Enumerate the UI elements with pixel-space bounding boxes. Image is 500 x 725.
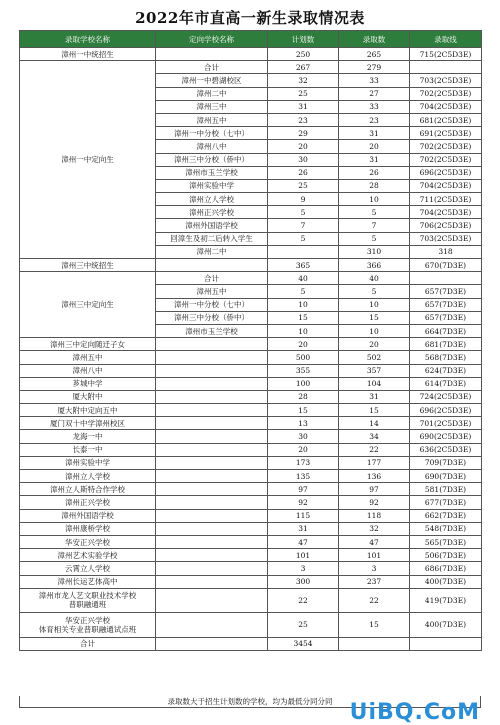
- table-header-row: [20, 31, 482, 48]
- table-row: [20, 470, 482, 483]
- table-row: [20, 338, 482, 351]
- cell-plan: 100: [268, 377, 339, 390]
- cell-admitted: 104: [339, 377, 410, 390]
- cell-plan: 3454: [268, 637, 339, 650]
- cell-admitted: 34: [339, 430, 410, 443]
- cell-admitted: 31: [339, 127, 410, 140]
- cell-plan: 31: [268, 100, 339, 113]
- cell-directed-school: 漳州八中: [156, 140, 268, 153]
- cell-plan: 32: [268, 74, 339, 87]
- cell-plan: 30: [268, 153, 339, 166]
- cell-cutoff: 677(7D3E): [410, 496, 482, 509]
- cell-plan: 26: [268, 166, 339, 179]
- cell-directed-school: 漳州外国语学校: [156, 219, 268, 232]
- cell-admitted: 40: [339, 272, 410, 285]
- cell-school: 漳州一中定向生: [20, 61, 156, 259]
- cell-cutoff: 681(7D3E): [410, 338, 482, 351]
- cell-cutoff: 400(7D3E): [410, 575, 482, 588]
- cell-school: 厦大附中定向五中: [20, 404, 156, 417]
- cell-school: 漳州康桥学校: [20, 522, 156, 535]
- cell-plan: 115: [268, 509, 339, 522]
- cell-cutoff: 715(2C5D3E): [410, 48, 482, 61]
- cell-plan: 22: [268, 588, 339, 613]
- cell-plan: 365: [268, 259, 339, 272]
- cell-cutoff: 711(2C5D3E): [410, 193, 482, 206]
- cell-admitted: 20: [339, 338, 410, 351]
- cell-admitted: 31: [339, 153, 410, 166]
- cell-cutoff: 624(7D3E): [410, 364, 482, 377]
- cell-admitted: 23: [339, 113, 410, 126]
- cell-plan: 29: [268, 127, 339, 140]
- cell-admitted: 3: [339, 562, 410, 575]
- cell-cutoff: 662(7D3E): [410, 509, 482, 522]
- cell-admitted: 5: [339, 285, 410, 298]
- cell-directed-school: [156, 390, 268, 403]
- cell-directed-school: [156, 456, 268, 469]
- cell-school: 长泰一中: [20, 443, 156, 456]
- footnote: 录取数大于招生计划数的学校，均为最低分同分同: [19, 696, 481, 708]
- cell-admitted: 177: [339, 456, 410, 469]
- table-row: [20, 443, 482, 456]
- cell-plan: 20: [268, 338, 339, 351]
- table-row: [20, 430, 482, 443]
- table-row: [20, 535, 482, 548]
- table-row: [20, 509, 482, 522]
- cell-plan: 13: [268, 417, 339, 430]
- table-row: [20, 522, 482, 535]
- header-directed-school: 定向学校名称: [156, 31, 268, 48]
- cell-plan: 31: [268, 522, 339, 535]
- cell-directed-school: [268, 245, 339, 258]
- cell-directed-school: 漳州一中分校（七中）: [156, 298, 268, 311]
- table-body: [20, 48, 482, 651]
- cell-admitted: 14: [339, 417, 410, 430]
- cell-admitted: 15: [339, 404, 410, 417]
- cell-cutoff: [410, 272, 482, 285]
- cell-admitted: 318: [410, 245, 482, 258]
- cell-admitted: 357: [339, 364, 410, 377]
- cell-plan: 25: [268, 179, 339, 192]
- cell-admitted: 26: [339, 166, 410, 179]
- cell-directed-school: 回漳生及初二后转入学生: [156, 232, 268, 245]
- cell-admitted: 33: [339, 100, 410, 113]
- cell-admitted: 366: [339, 259, 410, 272]
- cell-directed-school: [156, 575, 268, 588]
- cell-directed-school: 漳州三中分校（侨中）: [156, 311, 268, 324]
- cell-admitted: 92: [339, 496, 410, 509]
- cell-plan: 30: [268, 430, 339, 443]
- cell-cutoff: 701(2C5D3E): [410, 417, 482, 430]
- table-row: [20, 404, 482, 417]
- cell-admitted: 237: [339, 575, 410, 588]
- cell-admitted: 118: [339, 509, 410, 522]
- cell-directed-school: [156, 48, 268, 61]
- cell-cutoff: 709(7D3E): [410, 456, 482, 469]
- cell-plan: 28: [268, 390, 339, 403]
- cell-admitted: 31: [339, 390, 410, 403]
- cell-plan: 250: [268, 48, 339, 61]
- cell-directed-school: 漳州立人学校: [156, 193, 268, 206]
- cell-cutoff: 664(7D3E): [410, 324, 482, 337]
- cell-directed-school: 合计: [156, 272, 268, 285]
- cell-cutoff: 704(2C5D3E): [410, 100, 482, 113]
- watermark-logo: UiBQ.CoM: [349, 700, 480, 725]
- cell-admitted: 5: [339, 232, 410, 245]
- cell-cutoff: 724(2C5D3E): [410, 390, 482, 403]
- page-title: 2022年市直高一新生录取情况表: [135, 9, 365, 27]
- cell-directed-school: [156, 496, 268, 509]
- cell-cutoff: 706(2C5D3E): [410, 219, 482, 232]
- cell-plan: 5: [268, 285, 339, 298]
- cell-cutoff: 568(7D3E): [410, 351, 482, 364]
- cell-cutoff: 686(7D3E): [410, 562, 482, 575]
- cell-cutoff: 565(7D3E): [410, 535, 482, 548]
- cell-cutoff: 636(2C5D3E): [410, 443, 482, 456]
- cell-school: 漳州正兴学校: [20, 496, 156, 509]
- cell-admitted: 32: [339, 522, 410, 535]
- cell-directed-school: [156, 259, 268, 272]
- cell-school: 芗城中学: [20, 377, 156, 390]
- cell-plan: 3: [268, 562, 339, 575]
- cell-directed-school: [156, 549, 268, 562]
- cell-directed-school: [156, 417, 268, 430]
- cell-admitted: 15: [339, 311, 410, 324]
- cell-directed-school: 漳州五中: [156, 113, 268, 126]
- cell-plan: 355: [268, 364, 339, 377]
- cell-plan: 15: [268, 311, 339, 324]
- cell-plan: 40: [268, 272, 339, 285]
- cell-plan: 97: [268, 483, 339, 496]
- cell-plan: 92: [268, 496, 339, 509]
- table-row: [20, 390, 482, 403]
- cell-directed-school: [156, 338, 268, 351]
- cell-cutoff: 670(7D3E): [410, 259, 482, 272]
- cell-school: 漳州实验中学: [20, 456, 156, 469]
- cell-directed-school: 漳州二中: [156, 87, 268, 100]
- cell-cutoff: 703(2C5D3E): [410, 232, 482, 245]
- cell-school: 厦门双十中学漳州校区: [20, 417, 156, 430]
- cell-plan: 267: [268, 61, 339, 74]
- cell-cutoff: [410, 61, 482, 74]
- cell-cutoff: 702(2C5D3E): [410, 153, 482, 166]
- table-row: [20, 575, 482, 588]
- cell-cutoff: 696(2C5D3E): [410, 166, 482, 179]
- table-row: [20, 613, 482, 638]
- cell-admitted: 10: [339, 298, 410, 311]
- cell-directed-school: 漳州市玉兰学校: [156, 166, 268, 179]
- table-row: [20, 259, 482, 272]
- cell-cutoff: 614(7D3E): [410, 377, 482, 390]
- table-row: [20, 351, 482, 364]
- cell-cutoff: 419(7D3E): [410, 588, 482, 613]
- table-row: [20, 496, 482, 509]
- cell-directed-school: [156, 522, 268, 535]
- cell-plan: 310: [339, 245, 410, 258]
- cell-admitted: 33: [339, 74, 410, 87]
- cell-school: 漳州三中统招生: [20, 259, 156, 272]
- cell-directed-school: 漳州三中: [156, 100, 268, 113]
- cell-admitted: 10: [339, 324, 410, 337]
- table-row: [20, 588, 482, 613]
- cell-plan: 5: [268, 232, 339, 245]
- cell-admitted: 136: [339, 470, 410, 483]
- cell-plan: 173: [268, 456, 339, 469]
- cell-plan: 20: [268, 443, 339, 456]
- table-row: [20, 48, 482, 61]
- cell-cutoff: 703(2C5D3E): [410, 74, 482, 87]
- cell-cutoff: 702(2C5D3E): [410, 87, 482, 100]
- cell-school: 漳州一中统招生: [20, 48, 156, 61]
- cell-cutoff: 657(7D3E): [410, 311, 482, 324]
- cell-cutoff: 400(7D3E): [410, 613, 482, 638]
- cell-directed-school: [156, 430, 268, 443]
- cell-school: 漳州市龙人艺文职业技术学校 普职融通班: [20, 588, 156, 613]
- cell-directed-school: [156, 588, 268, 613]
- cell-cutoff: 704(2C5D3E): [410, 179, 482, 192]
- cell-school: 漳州立人斯特合作学校: [20, 483, 156, 496]
- cell-cutoff: 548(7D3E): [410, 522, 482, 535]
- cell-plan: 10: [268, 298, 339, 311]
- cell-admitted: 5: [339, 206, 410, 219]
- header-admitted: 录取数: [339, 31, 410, 48]
- cell-cutoff: 690(7D3E): [410, 470, 482, 483]
- cell-school: 华安正兴学校 体育相关专业普职融通试点班: [20, 613, 156, 638]
- cell-plan: 500: [268, 351, 339, 364]
- cell-directed-school: [156, 613, 268, 638]
- cell-plan: 101: [268, 549, 339, 562]
- cell-directed-school: 漳州市玉兰学校: [156, 324, 268, 337]
- cell-school: 华安正兴学校: [20, 535, 156, 548]
- admission-table: [19, 30, 482, 651]
- cell-cutoff: 704(2C5D3E): [410, 206, 482, 219]
- cell-admitted: 27: [339, 87, 410, 100]
- cell-plan: 25: [268, 613, 339, 638]
- cell-plan: 23: [268, 113, 339, 126]
- cell-school: 漳州八中: [20, 364, 156, 377]
- cell-directed-school: [156, 377, 268, 390]
- cell-admitted: 20: [339, 140, 410, 153]
- cell-directed-school: [156, 443, 268, 456]
- cell-admitted: [339, 637, 410, 650]
- cell-plan: 15: [268, 404, 339, 417]
- cell-plan: 20: [268, 140, 339, 153]
- cell-school: 厦大附中: [20, 390, 156, 403]
- cell-plan: 25: [268, 87, 339, 100]
- cell-directed-school: [156, 483, 268, 496]
- cell-directed-school: 漳州正兴学校: [156, 206, 268, 219]
- cell-school: 漳州三中定向生: [20, 272, 156, 338]
- cell-cutoff: 657(7D3E): [410, 285, 482, 298]
- cell-school: 漳州艺术实验学校: [20, 549, 156, 562]
- cell-directed-school: 漳州一中碧湖校区: [156, 74, 268, 87]
- cell-admitted: 28: [339, 179, 410, 192]
- cell-directed-school: [156, 535, 268, 548]
- cell-school: 合计: [20, 637, 156, 650]
- header-school: 录取学校名称: [20, 31, 156, 48]
- cell-plan: 47: [268, 535, 339, 548]
- cell-plan: 10: [268, 324, 339, 337]
- table-row: [20, 377, 482, 390]
- table-row: [20, 456, 482, 469]
- cell-admitted: 22: [339, 443, 410, 456]
- cell-cutoff: [410, 637, 482, 650]
- cell-cutoff: 691(2C5D3E): [410, 127, 482, 140]
- table-row: [20, 562, 482, 575]
- cell-admitted: 279: [339, 61, 410, 74]
- cell-school: 漳州长运艺体高中: [20, 575, 156, 588]
- cell-directed-school: [156, 562, 268, 575]
- table-row: [20, 637, 482, 650]
- cell-school: 漳州二中: [156, 245, 268, 258]
- table-row: [20, 417, 482, 430]
- cell-admitted: 47: [339, 535, 410, 548]
- table-row: [20, 272, 482, 285]
- cell-school: 漳州立人学校: [20, 470, 156, 483]
- cell-plan: 9: [268, 193, 339, 206]
- cell-admitted: 10: [339, 193, 410, 206]
- cell-directed-school: [156, 470, 268, 483]
- cell-cutoff: 696(2C5D3E): [410, 404, 482, 417]
- cell-admitted: 22: [339, 588, 410, 613]
- cell-school: 云霄立人学校: [20, 562, 156, 575]
- cell-admitted: 15: [339, 613, 410, 638]
- cell-directed-school: 漳州实验中学: [156, 179, 268, 192]
- cell-admitted: 7: [339, 219, 410, 232]
- cell-directed-school: [156, 364, 268, 377]
- cell-directed-school: 合计: [156, 61, 268, 74]
- cell-admitted: 101: [339, 549, 410, 562]
- cell-directed-school: 漳州三中分校（侨中）: [156, 153, 268, 166]
- header-plan: 计划数: [268, 31, 339, 48]
- cell-admitted: 97: [339, 483, 410, 496]
- cell-directed-school: 漳州五中: [156, 285, 268, 298]
- table-row: [20, 61, 482, 74]
- cell-school: 漳州外国语学校: [20, 509, 156, 522]
- cell-directed-school: [156, 404, 268, 417]
- cell-plan: 5: [268, 206, 339, 219]
- table-row: [20, 549, 482, 562]
- cell-plan: 300: [268, 575, 339, 588]
- cell-directed-school: [156, 637, 268, 650]
- cell-school: 龙海一中: [20, 430, 156, 443]
- cell-cutoff: 702(2C5D3E): [410, 140, 482, 153]
- cell-plan: 7: [268, 219, 339, 232]
- cell-cutoff: 506(7D3E): [410, 549, 482, 562]
- cell-school: 漳州三中定向随迁子女: [20, 338, 156, 351]
- cell-cutoff: 681(2C5D3E): [410, 113, 482, 126]
- cell-cutoff: 657(7D3E): [410, 298, 482, 311]
- cell-cutoff: 690(2C5D3E): [410, 430, 482, 443]
- cell-directed-school: [156, 351, 268, 364]
- cell-directed-school: 漳州一中分校（七中）: [156, 127, 268, 140]
- cell-school: 漳州五中: [20, 351, 156, 364]
- cell-cutoff: 581(7D3E): [410, 483, 482, 496]
- cell-plan: 135: [268, 470, 339, 483]
- table-row: [20, 483, 482, 496]
- table-row: [20, 364, 482, 377]
- cell-admitted: 265: [339, 48, 410, 61]
- cell-directed-school: [156, 509, 268, 522]
- header-cutoff: 录取线: [410, 31, 482, 48]
- cell-admitted: 502: [339, 351, 410, 364]
